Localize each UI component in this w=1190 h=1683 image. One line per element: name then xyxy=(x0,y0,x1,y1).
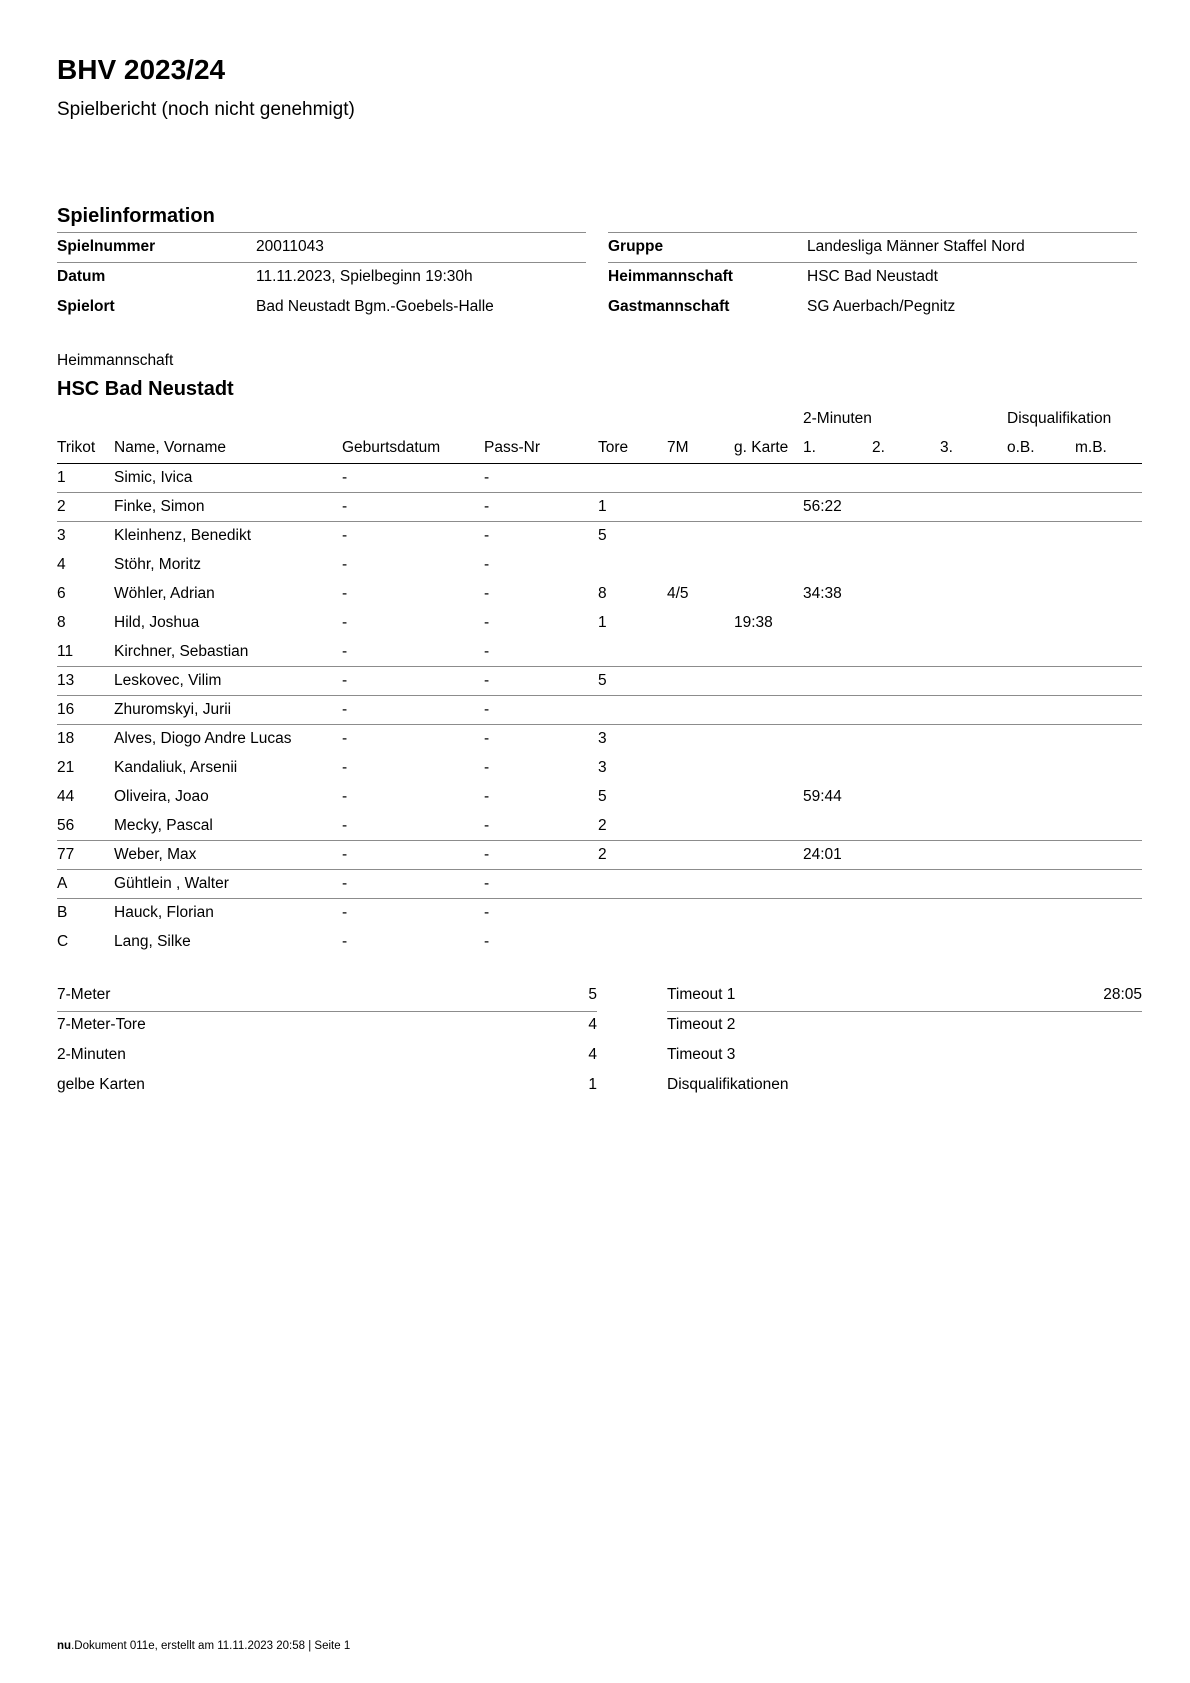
table-row xyxy=(57,609,1142,638)
summary-value: 4 xyxy=(588,1046,597,1063)
group-header-two-minutes: 2-Minuten xyxy=(803,410,872,427)
summary-row-timeout-1 xyxy=(667,982,1142,1012)
cell-trikot: 3 xyxy=(57,527,66,544)
cell-tore: 2 xyxy=(598,846,607,863)
table-row xyxy=(57,580,1142,609)
cell-tore: 2 xyxy=(598,817,607,834)
summary-label: 7-Meter-Tore xyxy=(57,1016,146,1033)
cell-trikot: 77 xyxy=(57,846,75,863)
cell-7m: 4/5 xyxy=(667,585,689,602)
cell-2min-1: 34:38 xyxy=(803,585,842,602)
cell-name: Kirchner, Sebastian xyxy=(114,643,249,660)
cell-name: Kandaliuk, Arsenii xyxy=(114,759,238,776)
cell-geburtsdatum: - xyxy=(342,556,348,573)
cell-tore: 1 xyxy=(598,614,607,631)
info-value: 20011043 xyxy=(256,238,324,255)
cell-geburtsdatum: - xyxy=(342,730,348,747)
summary-row-timeout-2 xyxy=(667,1012,1142,1042)
cell-tore: 1 xyxy=(598,498,607,515)
cell-name: Finke, Simon xyxy=(114,498,205,515)
summary-label: 7-Meter xyxy=(57,986,111,1003)
table-row xyxy=(57,667,1142,696)
team-kind-label: Heimmannschaft xyxy=(57,352,174,369)
cell-name: Gühtlein , Walter xyxy=(114,875,229,892)
cell-name: Mecky, Pascal xyxy=(114,817,213,834)
roster-table xyxy=(57,464,1142,957)
column-header-gelbe-karte: g. Karte xyxy=(734,439,789,456)
cell-pass: - xyxy=(484,730,490,747)
cell-geburtsdatum: - xyxy=(342,933,348,950)
table-row xyxy=(57,522,1142,551)
cell-geburtsdatum: - xyxy=(342,817,348,834)
summary-value: 1 xyxy=(588,1076,597,1093)
cell-trikot: 2 xyxy=(57,498,66,515)
cell-pass: - xyxy=(484,556,490,573)
cell-pass: - xyxy=(484,904,490,921)
document-subtitle: Spielbericht (noch nicht genehmigt) xyxy=(57,99,355,120)
cell-geburtsdatum: - xyxy=(342,846,348,863)
roster-header-row xyxy=(57,437,1142,464)
cell-geburtsdatum: - xyxy=(342,585,348,602)
info-label: Heimmannschaft xyxy=(608,268,733,285)
cell-name: Weber, Max xyxy=(114,846,197,863)
info-row-spielort xyxy=(57,292,586,322)
footer-text: .Dokument 011e, erstellt am 11.11.2023 20:58 | Seite 1 xyxy=(71,1640,351,1652)
table-row xyxy=(57,754,1142,783)
column-header-7m: 7M xyxy=(667,439,689,456)
cell-trikot: 21 xyxy=(57,759,75,776)
cell-pass: - xyxy=(484,933,490,950)
info-row-gruppe xyxy=(608,232,1137,262)
cell-name: Hild, Joshua xyxy=(114,614,200,631)
summary-label: Timeout 3 xyxy=(667,1046,736,1063)
info-value: Bad Neustadt Bgm.-Goebels-Halle xyxy=(256,298,494,315)
document-title: BHV 2023/24 xyxy=(57,54,226,85)
cell-trikot: 1 xyxy=(57,469,66,486)
table-row xyxy=(57,841,1142,870)
column-header-mb: m.B. xyxy=(1075,439,1107,456)
table-row xyxy=(57,696,1142,725)
table-row xyxy=(57,783,1142,812)
cell-trikot: 6 xyxy=(57,585,66,602)
cell-trikot: 8 xyxy=(57,614,66,631)
cell-trikot: 18 xyxy=(57,730,75,747)
column-header-2min-2: 2. xyxy=(872,439,885,456)
column-header-tore: Tore xyxy=(598,439,629,456)
team-name: HSC Bad Neustadt xyxy=(57,378,234,400)
cell-geburtsdatum: - xyxy=(342,875,348,892)
cell-trikot: C xyxy=(57,933,69,950)
column-header-ob: o.B. xyxy=(1007,439,1035,456)
column-header-pass: Pass-Nr xyxy=(484,439,540,456)
cell-pass: - xyxy=(484,469,490,486)
cell-pass: - xyxy=(484,614,490,631)
cell-trikot: 13 xyxy=(57,672,75,689)
summary-right xyxy=(667,982,1142,1102)
cell-name: Zhuromskyi, Jurii xyxy=(114,701,232,718)
column-header-2min-1: 1. xyxy=(803,439,816,456)
info-row-spielnummer xyxy=(57,232,586,262)
cell-geburtsdatum: - xyxy=(342,701,348,718)
match-info-left xyxy=(57,232,586,322)
table-row xyxy=(57,812,1142,841)
cell-pass: - xyxy=(484,846,490,863)
info-row-heimmannschaft xyxy=(608,262,1137,292)
cell-tore: 3 xyxy=(598,730,607,747)
footer-brand: nu xyxy=(57,1640,72,1652)
cell-name: Lang, Silke xyxy=(114,933,191,950)
cell-trikot: 4 xyxy=(57,556,66,573)
cell-pass: - xyxy=(484,701,490,718)
cell-name: Wöhler, Adrian xyxy=(114,585,215,602)
cell-trikot: B xyxy=(57,904,68,921)
column-header-name: Name, Vorname xyxy=(114,439,226,456)
table-row xyxy=(57,551,1142,580)
cell-pass: - xyxy=(484,759,490,776)
cell-geburtsdatum: - xyxy=(342,672,348,689)
column-header-geburtsdatum: Geburtsdatum xyxy=(342,439,441,456)
cell-geburtsdatum: - xyxy=(342,527,348,544)
cell-2min-1: 56:22 xyxy=(803,498,842,515)
summary-row-7-meter-tore xyxy=(57,1012,597,1042)
cell-name: Leskovec, Vilim xyxy=(114,672,222,689)
summary-row-gelbe-karten xyxy=(57,1072,597,1102)
cell-2min-1: 59:44 xyxy=(803,788,842,805)
column-header-2min-3: 3. xyxy=(940,439,953,456)
cell-trikot: 44 xyxy=(57,788,75,805)
info-label: Spielnummer xyxy=(57,238,156,255)
cell-geburtsdatum: - xyxy=(342,788,348,805)
cell-trikot: 56 xyxy=(57,817,75,834)
cell-trikot: 16 xyxy=(57,701,75,718)
cell-geburtsdatum: - xyxy=(342,498,348,515)
cell-geburtsdatum: - xyxy=(342,904,348,921)
summary-label: Timeout 1 xyxy=(667,986,736,1003)
cell-tore: 3 xyxy=(598,759,607,776)
cell-pass: - xyxy=(484,498,490,515)
cell-pass: - xyxy=(484,672,490,689)
summary-label: Timeout 2 xyxy=(667,1016,736,1033)
summary-row-2-minuten xyxy=(57,1042,597,1072)
summary-label: gelbe Karten xyxy=(57,1076,145,1093)
info-label: Spielort xyxy=(57,298,115,315)
info-value: Landesliga Männer Staffel Nord xyxy=(807,238,1025,255)
cell-name: Oliveira, Joao xyxy=(114,788,209,805)
summary-left xyxy=(57,982,597,1102)
cell-name: Stöhr, Moritz xyxy=(114,556,201,573)
table-row xyxy=(57,725,1142,754)
match-info-right xyxy=(608,232,1137,322)
summary-value: 4 xyxy=(588,1016,597,1033)
info-value: HSC Bad Neustadt xyxy=(807,268,938,285)
summary-row-disqualifikationen xyxy=(667,1072,1142,1102)
table-row xyxy=(57,899,1142,928)
cell-pass: - xyxy=(484,875,490,892)
info-value: SG Auerbach/Pegnitz xyxy=(807,298,956,315)
cell-name: Simic, Ivica xyxy=(114,469,193,486)
table-row xyxy=(57,870,1142,899)
info-label: Datum xyxy=(57,268,106,285)
summary-row-timeout-3 xyxy=(667,1042,1142,1072)
cell-pass: - xyxy=(484,788,490,805)
group-header-disqualification: Disqualifikation xyxy=(1007,410,1112,427)
cell-tore: 5 xyxy=(598,527,607,544)
cell-gelbe-karte: 19:38 xyxy=(734,614,773,631)
info-label: Gruppe xyxy=(608,238,664,255)
table-row xyxy=(57,493,1142,522)
summary-label: Disqualifikationen xyxy=(667,1076,789,1093)
table-row xyxy=(57,638,1142,667)
section-title-spielinformation: Spielinformation xyxy=(57,205,215,227)
cell-geburtsdatum: - xyxy=(342,614,348,631)
summary-row-7-meter xyxy=(57,982,597,1012)
cell-pass: - xyxy=(484,643,490,660)
table-row xyxy=(57,464,1142,493)
summary-value: 5 xyxy=(588,986,597,1003)
info-row-datum xyxy=(57,262,586,292)
cell-tore: 5 xyxy=(598,672,607,689)
cell-trikot: A xyxy=(57,875,68,892)
cell-tore: 8 xyxy=(598,585,607,602)
cell-geburtsdatum: - xyxy=(342,759,348,776)
cell-name: Alves, Diogo Andre Lucas xyxy=(114,730,292,747)
cell-pass: - xyxy=(484,527,490,544)
cell-trikot: 11 xyxy=(57,643,74,660)
summary-value: 28:05 xyxy=(1103,986,1142,1003)
table-row xyxy=(57,928,1142,957)
info-label: Gastmannschaft xyxy=(608,298,730,315)
cell-geburtsdatum: - xyxy=(342,469,348,486)
page-footer xyxy=(57,1640,350,1652)
cell-name: Kleinhenz, Benedikt xyxy=(114,527,252,544)
cell-name: Hauck, Florian xyxy=(114,904,214,921)
cell-pass: - xyxy=(484,585,490,602)
info-row-gastmannschaft xyxy=(608,292,1137,322)
cell-pass: - xyxy=(484,817,490,834)
summary-label: 2-Minuten xyxy=(57,1046,126,1063)
info-value: 11.11.2023, Spielbeginn 19:30h xyxy=(256,268,473,285)
cell-tore: 5 xyxy=(598,788,607,805)
column-header-trikot: Trikot xyxy=(57,439,96,456)
cell-2min-1: 24:01 xyxy=(803,846,842,863)
cell-geburtsdatum: - xyxy=(342,643,348,660)
